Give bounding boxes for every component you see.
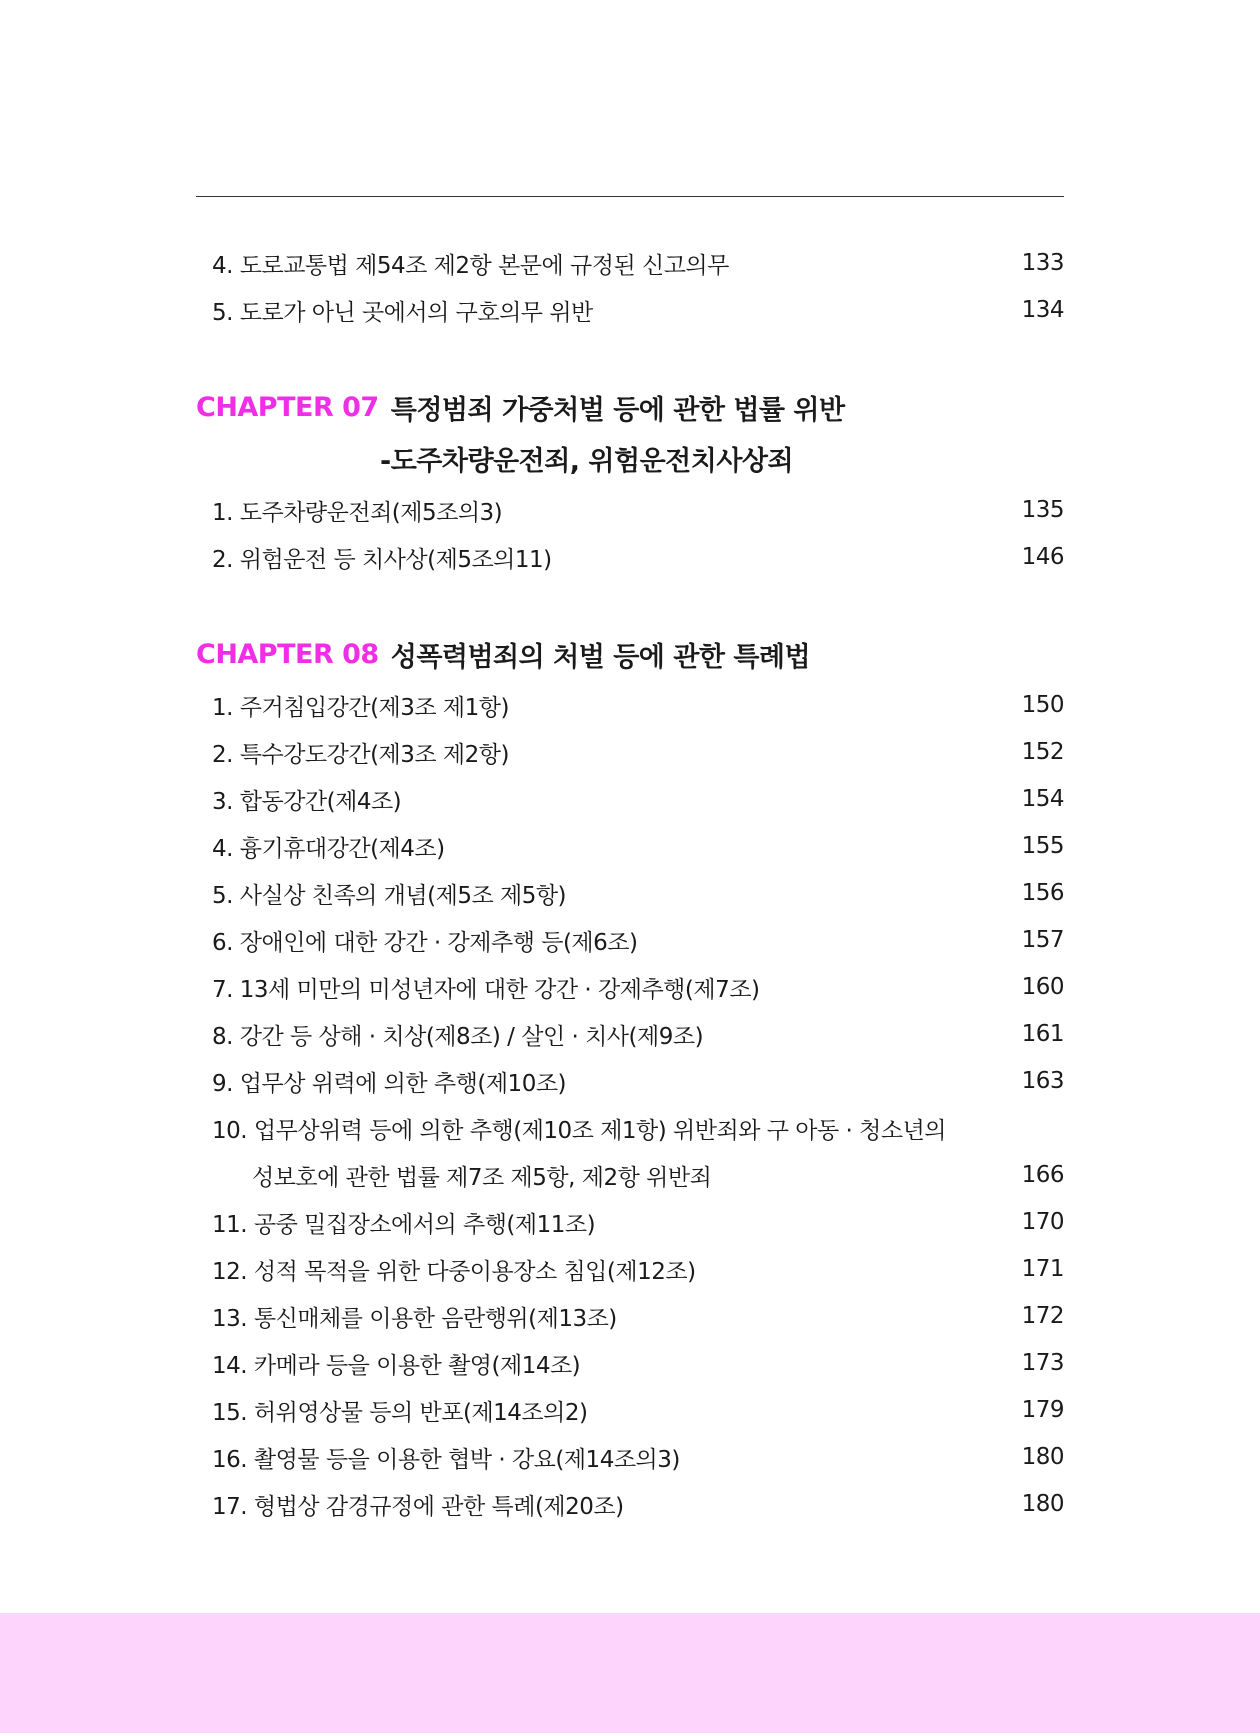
toc-entry-page: 180	[1021, 1491, 1064, 1517]
toc-entry-page: 180	[1021, 1444, 1064, 1470]
toc-entry-title: 성보호에 관한 법률 제7조 제5항, 제2항 위반죄	[252, 1164, 712, 1191]
toc-entry[interactable]	[212, 873, 1064, 913]
toc-entry[interactable]	[212, 243, 1064, 283]
toc-entry-title: 9. 업무상 위력에 의한 추행(제10조)	[212, 1070, 567, 1097]
toc-entry-title: 10. 업무상위력 등에 의한 추행(제10조 제1항) 위반죄와 구 아동 · 청소년의	[212, 1117, 947, 1144]
toc-entry-page: 134	[1021, 297, 1064, 323]
toc-entry-page: 173	[1021, 1350, 1064, 1376]
toc-entry[interactable]	[212, 685, 1064, 725]
toc-entry-title: 2. 특수강도강간(제3조 제2항)	[212, 741, 509, 768]
toc-entry[interactable]	[212, 826, 1064, 866]
toc-entry-title: 17. 형법상 감경규정에 관한 특례(제20조)	[212, 1493, 624, 1520]
toc-entry[interactable]	[212, 779, 1064, 819]
toc-entry-page: 155	[1021, 833, 1064, 859]
toc-entry-title: 1. 도주차량운전죄(제5조의3)	[212, 499, 503, 526]
toc-entry-page: 133	[1021, 250, 1064, 276]
toc-entry-title: 8. 강간 등 상해 · 치상(제8조) / 살인 · 치사(제9조)	[212, 1023, 704, 1050]
chapter-08-title: 성폭력범죄의 처벌 등에 관한 특례법	[390, 641, 811, 673]
toc-entry-page: 150	[1021, 692, 1064, 718]
top-divider	[196, 196, 1064, 197]
toc-entry[interactable]	[212, 1108, 1064, 1148]
toc-entry-page: 160	[1021, 974, 1064, 1000]
toc-entry-title: 15. 허위영상물 등의 반포(제14조의2)	[212, 1399, 588, 1426]
toc-entry-title: 14. 카메라 등을 이용한 촬영(제14조)	[212, 1352, 581, 1379]
toc-entry-title: 6. 장애인에 대한 강간 · 강제추행 등(제6조)	[212, 929, 638, 956]
footer-band	[0, 1613, 1260, 1733]
toc-entry-title: 11. 공중 밀집장소에서의 추행(제11조)	[212, 1211, 596, 1238]
toc-entry-page: 152	[1021, 739, 1064, 765]
toc-entry[interactable]	[212, 920, 1064, 960]
toc-entry-page: 156	[1021, 880, 1064, 906]
toc-entry-page: 161	[1021, 1021, 1064, 1047]
toc-entry[interactable]	[212, 967, 1064, 1007]
toc-entry[interactable]	[212, 1437, 1064, 1477]
toc-entry-title: 1. 주거침입강간(제3조 제1항)	[212, 694, 509, 721]
toc-entry-page: 157	[1021, 927, 1064, 953]
chapter-07-heading[interactable]	[196, 385, 845, 429]
toc-entry-page: 170	[1021, 1209, 1064, 1235]
toc-entry[interactable]	[212, 1296, 1064, 1336]
toc-entry-title: 4. 흉기휴대강간(제4조)	[212, 835, 445, 862]
toc-entry-page: 179	[1021, 1397, 1064, 1423]
toc-entry-page: 163	[1021, 1068, 1064, 1094]
toc-entry-page: 154	[1021, 786, 1064, 812]
toc-entry[interactable]	[212, 290, 1064, 330]
chapter-08-label: CHAPTER 08	[196, 638, 379, 670]
toc-entry-page: 146	[1021, 544, 1064, 570]
toc-entry-page: 135	[1021, 497, 1064, 523]
toc-entry-title: 3. 합동강간(제4조)	[212, 788, 402, 815]
toc-entry[interactable]	[212, 490, 1064, 530]
toc-entry-continued[interactable]	[252, 1155, 1064, 1195]
toc-entry-title: 7. 13세 미만의 미성년자에 대한 강간 · 강제추행(제7조)	[212, 976, 760, 1003]
toc-entry-title: 5. 도로가 아닌 곳에서의 구호의무 위반	[212, 299, 593, 326]
chapter-07-subtitle: -도주차량운전죄, 위험운전치사상죄	[380, 445, 794, 477]
toc-entry[interactable]	[212, 1343, 1064, 1383]
toc-entry-title: 13. 통신매체를 이용한 음란행위(제13조)	[212, 1305, 617, 1332]
chapter-08-heading[interactable]	[196, 632, 810, 676]
toc-entry[interactable]	[212, 537, 1064, 577]
chapter-07-label: CHAPTER 07	[196, 391, 379, 423]
toc-entry[interactable]	[212, 732, 1064, 772]
toc-entry[interactable]	[212, 1014, 1064, 1054]
toc-entry-page: 172	[1021, 1303, 1064, 1329]
toc-entry-title: 2. 위험운전 등 치사상(제5조의11)	[212, 546, 552, 573]
toc-entry[interactable]	[212, 1202, 1064, 1242]
toc-entry-page: 171	[1021, 1256, 1064, 1282]
toc-entry-title: 5. 사실상 친족의 개념(제5조 제5항)	[212, 882, 567, 909]
toc-entry-title: 16. 촬영물 등을 이용한 협박 · 강요(제14조의3)	[212, 1446, 680, 1473]
toc-entry[interactable]	[212, 1249, 1064, 1289]
toc-entry[interactable]	[212, 1061, 1064, 1101]
toc-entry[interactable]	[212, 1484, 1064, 1524]
chapter-07-title: 특정범죄 가중처벌 등에 관한 법률 위반	[390, 394, 845, 426]
toc-entry-page: 166	[1021, 1162, 1064, 1188]
toc-entry[interactable]	[212, 1390, 1064, 1430]
toc-entry-title: 4. 도로교통법 제54조 제2항 본문에 규정된 신고의무	[212, 252, 729, 279]
toc-entry-title: 12. 성적 목적을 위한 다중이용장소 침입(제12조)	[212, 1258, 696, 1285]
